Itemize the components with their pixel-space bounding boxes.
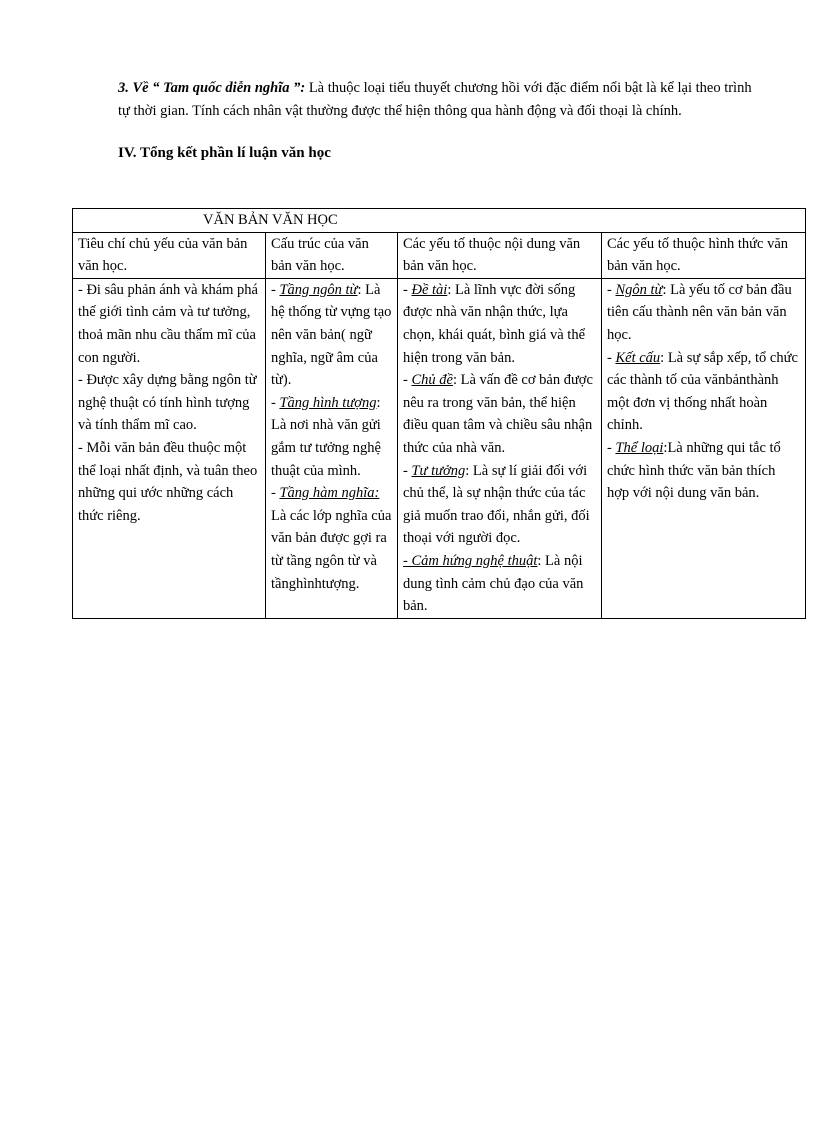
header-content-elements: Các yếu tố thuộc nội dung văn bản văn học.: [398, 232, 602, 278]
content-item: - Cảm hứng nghệ thuật: Là nội dung tình cảm chủ đạo của văn bản.: [403, 552, 584, 615]
content-item: - Tư tưởng: Là sự lí giải đối với chủ thể, là sự nhận thức của tác giả muốn trao đổi, nhắn gửi, đối thoại với người đọc.: [403, 462, 590, 547]
criteria-item: - Đi sâu phản ánh và khám phá thế giới tình cảm và tư tưởng, thoả mãn nhu cầu thẩm mĩ của con người.: [78, 281, 258, 366]
table-title: VĂN BẢN VĂN HỌC: [73, 209, 806, 233]
intro-label: 3. Về “ Tam quốc diễn nghĩa ”:: [118, 80, 306, 96]
term-chu-de: Chủ đề: [411, 372, 453, 389]
intro-paragraph: [118, 77, 758, 122]
content-item: - Đề tài: Là lĩnh vực đời sống được nhà văn nhận thức, lựa chọn, khái quát, bình giá và thể hiện trong văn bản.: [403, 281, 586, 366]
section-heading: IV. Tổng kết phần lí luận văn học: [118, 145, 331, 161]
term-tang-ngon-tu: Tầng ngôn từ: [279, 281, 358, 298]
form-item: - Thể loại:Là những qui tắc tổ chức hình thức văn bản thích hợp với nội dung văn bản.: [607, 439, 781, 502]
criteria-item: - Được xây dựng bằng ngôn từ nghệ thuật có tính hình tượng và tính thẩm mĩ cao.: [78, 372, 257, 434]
header-structure: Cấu trúc của văn bản văn học.: [266, 232, 398, 278]
intro-text: Là thuộc loại tiểu thuyết chương hồi với đặc điểm nổi bật là kể lại theo trình tự thời gian. Tính cách nhân vật thường được thể hiện thông qua hành động và đối thoại là chính.: [118, 80, 752, 119]
term-the-loai: Thể loại: [615, 439, 664, 456]
form-item: - Kết cấu: Là sự sắp xếp, tổ chức các thành tố của vănbảnthành một đơn vị thống nhất hoàn chỉnh.: [607, 349, 798, 434]
structure-item: - Tầng hình tượng: Là nơi nhà văn gửi gắm tư tưởng nghệ thuật của mình.: [271, 394, 381, 479]
structure-item: - Tầng ngôn từ: Là hệ thống từ vựng tạo nên văn bản( ngữ nghĩa, ngữ âm của từ).: [271, 281, 392, 389]
content-item: - Chủ đề: Là vấn đề cơ bản được nêu ra trong văn bản, thể hiện điều quan tâm và chiều sâu nhận thức của nhà văn.: [403, 372, 593, 456]
structure-item: - Tầng hàm nghĩa: Là các lớp nghĩa của văn bản được gợi ra từ tầng ngôn từ và tầnghìnhtượng.: [271, 485, 392, 592]
term-tang-ham-nghia: Tầng hàm nghĩa:: [279, 485, 380, 502]
term-cam-hung-nghe-thuat: - Cảm hứng nghệ thuật: [403, 552, 538, 569]
term-tang-hinh-tuong: Tầng hình tượng: [279, 394, 377, 411]
structure-cell: [266, 278, 398, 618]
content-elements-cell: [398, 278, 602, 618]
criteria-cell: [73, 278, 266, 618]
form-elements-cell: [602, 278, 806, 618]
criteria-item: - Mỗi văn bản đều thuộc một thể loại nhất định, và tuân theo những qui ước những cách thức riêng.: [78, 439, 258, 524]
term-ngon-tu: Ngôn từ: [615, 281, 663, 298]
term-ket-cau: Kết cấu: [615, 349, 661, 366]
header-form-elements: Các yếu tố thuộc hình thức văn bản văn học.: [602, 232, 806, 278]
term-de-tai: Đề tài: [411, 281, 448, 298]
literature-summary-table: [72, 208, 806, 619]
header-criteria: Tiêu chí chủ yếu của văn bản văn học.: [73, 232, 266, 278]
form-item: - Ngôn từ: Là yếu tố cơ bản đầu tiên cấu thành nên văn bản văn học.: [607, 281, 792, 343]
term-tu-tuong: Tư tưởng: [411, 462, 466, 479]
